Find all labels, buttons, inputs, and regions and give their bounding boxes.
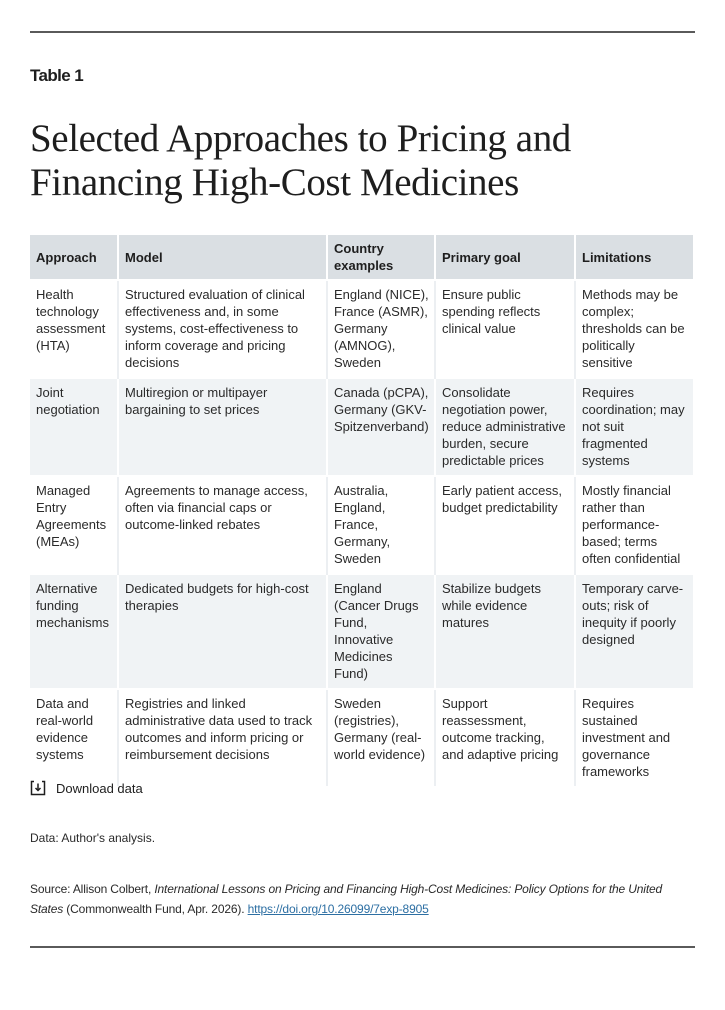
cell-model: Registries and linked administrative data used to track outcomes and inform pricing or reimbursement decisions [118,689,327,786]
column-header-limitations: Limitations [575,235,693,280]
cell-approach: Managed Entry Agreements (MEAs) [30,476,118,574]
cell-limitations: Mostly financial rather than performance-based; terms often confidential [575,476,693,574]
column-header-model: Model [118,235,327,280]
doi-link[interactable]: https://doi.org/10.26099/7exp-8905 [247,902,429,916]
cell-countries: Canada (pCPA), Germany (GKV-Spitzenverband) [327,378,435,476]
cell-model: Agreements to manage access, often via financial caps or outcome-linked rebates [118,476,327,574]
cell-limitations: Methods may be complex; thresholds can be politically sensitive [575,280,693,378]
approaches-table [30,235,693,786]
cell-model: Multiregion or multipayer bargaining to set prices [118,378,327,476]
cell-limitations: Requires sustained investment and governance frameworks [575,689,693,786]
data-note: Data: Author's analysis. [30,831,156,845]
cell-goal: Support reassessment, outcome tracking, and adaptive pricing [435,689,575,786]
table-row [30,689,693,786]
column-header-approach: Approach [30,235,118,280]
cell-goal: Early patient access, budget predictability [435,476,575,574]
cell-limitations: Temporary carve-outs; risk of inequity if poorly designed [575,574,693,689]
cell-goal: Stabilize budgets while evidence matures [435,574,575,689]
source-citation [30,879,690,919]
download-data-label: Download data [56,780,143,796]
source-prefix: Source: Allison Colbert, [30,882,155,896]
cell-countries: Sweden (registries), Germany (real-world evidence) [327,689,435,786]
cell-goal: Ensure public spending reflects clinical value [435,280,575,378]
cell-goal: Consolidate negotiation power, reduce administrative burden, secure predictable prices [435,378,575,476]
top-divider [30,31,695,33]
table-header-row [30,235,693,280]
page-title: Selected Approaches to Pricing and Financing High-Cost Medicines [30,117,571,204]
table-label: Table 1 [30,66,84,85]
column-header-country-examples: Country examples [327,235,435,280]
source-title: International Lessons on Pricing and Financing High-Cost Medicines: Policy Options for the United States [30,882,663,916]
cell-model: Structured evaluation of clinical effectiveness and, in some systems, cost-effectiveness to inform coverage and pricing decisions [118,280,327,378]
table-row [30,476,693,574]
column-header-primary-goal: Primary goal [435,235,575,280]
download-icon [30,780,46,796]
cell-approach: Alternative funding mechanisms [30,574,118,689]
cell-countries: Australia, England, France, Germany, Sweden [327,476,435,574]
download-data-button[interactable] [30,780,143,796]
table-row [30,574,693,689]
bottom-divider [30,946,695,948]
cell-countries: England (NICE), France (ASMR), Germany (AMNOG), Sweden [327,280,435,378]
cell-limitations: Requires coordination; may not suit fragmented systems [575,378,693,476]
cell-model: Dedicated budgets for high-cost therapies [118,574,327,689]
cell-approach: Health technology assessment (HTA) [30,280,118,378]
table-row [30,378,693,476]
cell-approach: Joint negotiation [30,378,118,476]
cell-approach: Data and real-world evidence systems [30,689,118,786]
cell-countries: England (Cancer Drugs Fund, Innovative Medicines Fund) [327,574,435,689]
source-suffix: (Commonwealth Fund, Apr. 2026). [63,902,248,916]
table-row [30,280,693,378]
